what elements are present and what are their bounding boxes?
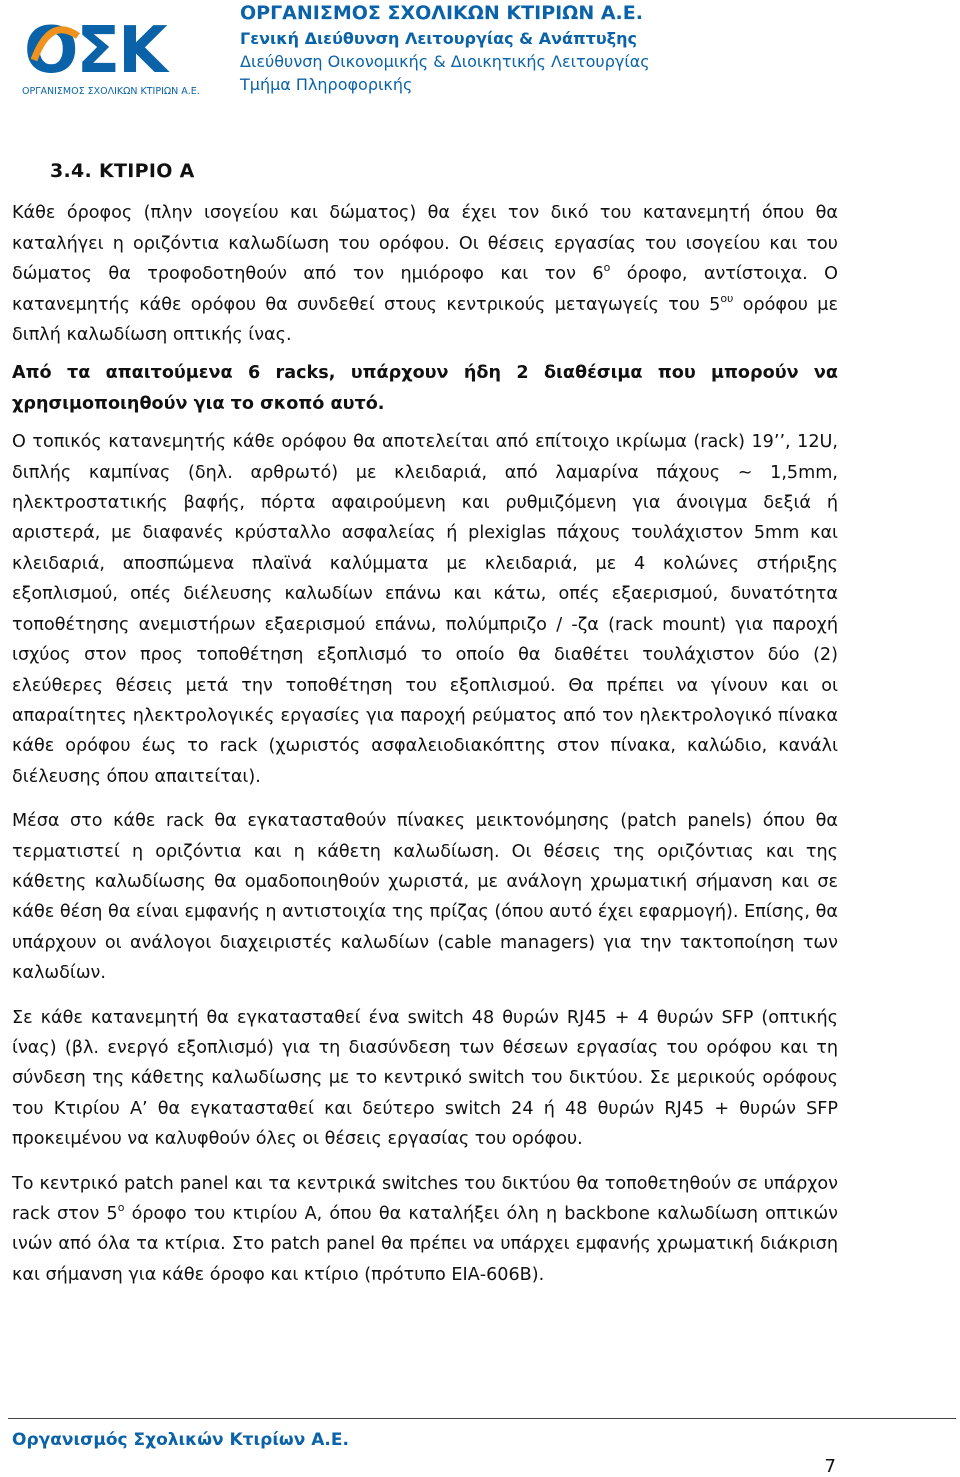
header-department: Τμήμα Πληροφορικής: [240, 75, 413, 94]
osk-logo-icon: [20, 10, 230, 98]
paragraph-rack-spec: Ο τοπικός κατανεμητής κάθε ορόφου θα αποτελείται από επίτοιχο ικρίωμα (rack) 19’’, 12U, διπλής καμπίνας (δηλ. αρθρωτό) με κλειδαριά, από λαμαρίνα πάχους ~ 1,5mm, ηλεκτροστατικής βαφής, πόρτα αφαιρούμενη και ρυθμιζόμενη για άνοιγμα δεξιά ή αριστερά, με διαφανές κρύσταλλο ασφαλείας ή plexiglas πάχους τουλάχιστον 5mm και κλειδαριά, αποσπώμενα πλαϊνά καλύμματα με κλειδαριά, με 4 κολώνες στήριξης εξοπλισμού, οπές διέλευσης καλωδίων επάνω και κάτω, οπές εξαερισμού, δυνατότητα τοποθέτησης ανεμιστήρων εξαερισμού επάνω, πολύμπριζο / -ζα (rack mount) για παροχή ισχύος στον προς τοποθέτηση εξοπλισμό το οποίο θα διαθέτει τουλάχιστον δύο (2) ελεύθερες θέσεις μετά την τοποθέτηση του εξοπλισμού. Θα πρέπει να γίνουν και οι απαραίτητες ηλεκτρολογικές εργασίες για παροχή ρεύματος από τον ηλεκτρολογικό πίνακα κάθε ορόφου έως το rack (χωριστός ασφαλειοδιακόπτης στον πίνακα, καλώδιο, κανάλι διέλευσης όπου απαιτείται).: [12, 432, 838, 787]
footer-divider: [8, 1418, 956, 1419]
logo-caption: ΟΡΓΑΝΙΣΜΟΣ ΣΧΟΛΙΚΩΝ ΚΤΙΡΙΩΝ Α.Ε.: [22, 86, 200, 97]
header-division: Διεύθυνση Οικονομικής & Διοικητικής Λειτουργίας: [240, 52, 650, 71]
paragraph-racks-available: Από τα απαιτούμενα 6 racks, υπάρχουν ήδη 2 διαθέσιμα που μπορούν να χρησιμοποιηθούν για το σκοπό αυτό.: [12, 363, 838, 414]
section-title: 3.4. ΚΤΙΡΙΟ Α: [50, 160, 195, 182]
svg-text:ΟΣΚ: ΟΣΚ: [24, 14, 166, 88]
paragraph-switches: Σε κάθε κατανεμητή θα εγκατασταθεί ένα switch 48 θυρών RJ45 + 4 θυρών SFP (οπτικής ίνας) (βλ. ενεργό εξοπλισμό) για τη διασύνδεση των θέσεων εργασίας του ορόφου και τη σύνδεση της κάθετης καλωδίωσης με το κεντρικό switch του δικτύου. Σε μερικούς ορόφους του Κτιρίου Α’ θα εγκατασταθεί και δεύτερο switch 24 ή 48 θυρών RJ45 + θυρών SFP προκειμένου να καλυφθούν όλες οι θέσεις εργασίας του ορόφου.: [12, 1007, 838, 1150]
header-org-title: ΟΡΓΑΝΙΣΜΟΣ ΣΧΟΛΙΚΩΝ ΚΤΙΡΙΩΝ Α.Ε.: [240, 2, 643, 24]
paragraph-distribution: Κάθε όροφος (πλην ισογείου και δώματος) θα έχει τον δικό του κατανεμητή όπου θα καταλήγει η οριζόντια καλωδίωση του ορόφου. Οι θέσεις εργασίας του ισογείου και του δώματος θα τροφοδοτηθούν από τον ημιόροφο και τον $6^o$ όροφο, αντίστοιχα. Ο κατανεμητής κάθε ορόφου θα συνδεθεί στους κεντρικούς μεταγωγείς του $5^{o\upsilon}$ ορόφου με διπλή καλωδίωση οπτικής ίνας.: [12, 203, 839, 346]
footer-org-name: Οργανισμός Σχολικών Κτιρίων Α.Ε.: [12, 1430, 349, 1450]
page-header: [0, 0, 960, 110]
paragraph-central-patch-panel: Το κεντρικό patch panel και τα κεντρικά switches του δικτύου θα τοποθετηθούν σε υπάρχον rack στον $5^o$ όροφο του κτιρίου Α, όπου θα καταλήξει όλη η backbone καλωδίωση οπτικών ινών από όλα τα κτίρια. Στο patch panel θα πρέπει να υπάρχει εμφανής χρωματική διάκριση και σήμανση για κάθε όροφο και κτίριο (πρότυπο ΕΙΑ-606Β).: [12, 1173, 839, 1285]
paragraph-patch-panels: Μέσα στο κάθε rack θα εγκατασταθούν πίνακες μεικτονόμησης (patch panels) όπου θα τερματιστεί η οριζόντια και η κάθετη καλωδίωση. Οι θέσεις της οριζόντιας και της κάθετης καλωδίωσης θα ομαδοποιηθούν χωριστά, με ανάλογη χρωματική σήμανση και σε κάθε θέση θα είναι εμφανής η αντιστοιχία της πρίζας (όπου αυτό έχει εφαρμογή). Επίσης, θα υπάρχουν οι ανάλογοι διαχειριστές καλωδίων (cable managers) για την τακτοποίηση των καλωδίων.: [12, 811, 838, 984]
document-body: [12, 150, 838, 1304]
header-org-info: [240, 0, 650, 96]
header-directorate: Γενική Διεύθυνση Λειτουργίας & Ανάπτυξης: [240, 29, 637, 48]
page-number: 7: [824, 1456, 836, 1477]
